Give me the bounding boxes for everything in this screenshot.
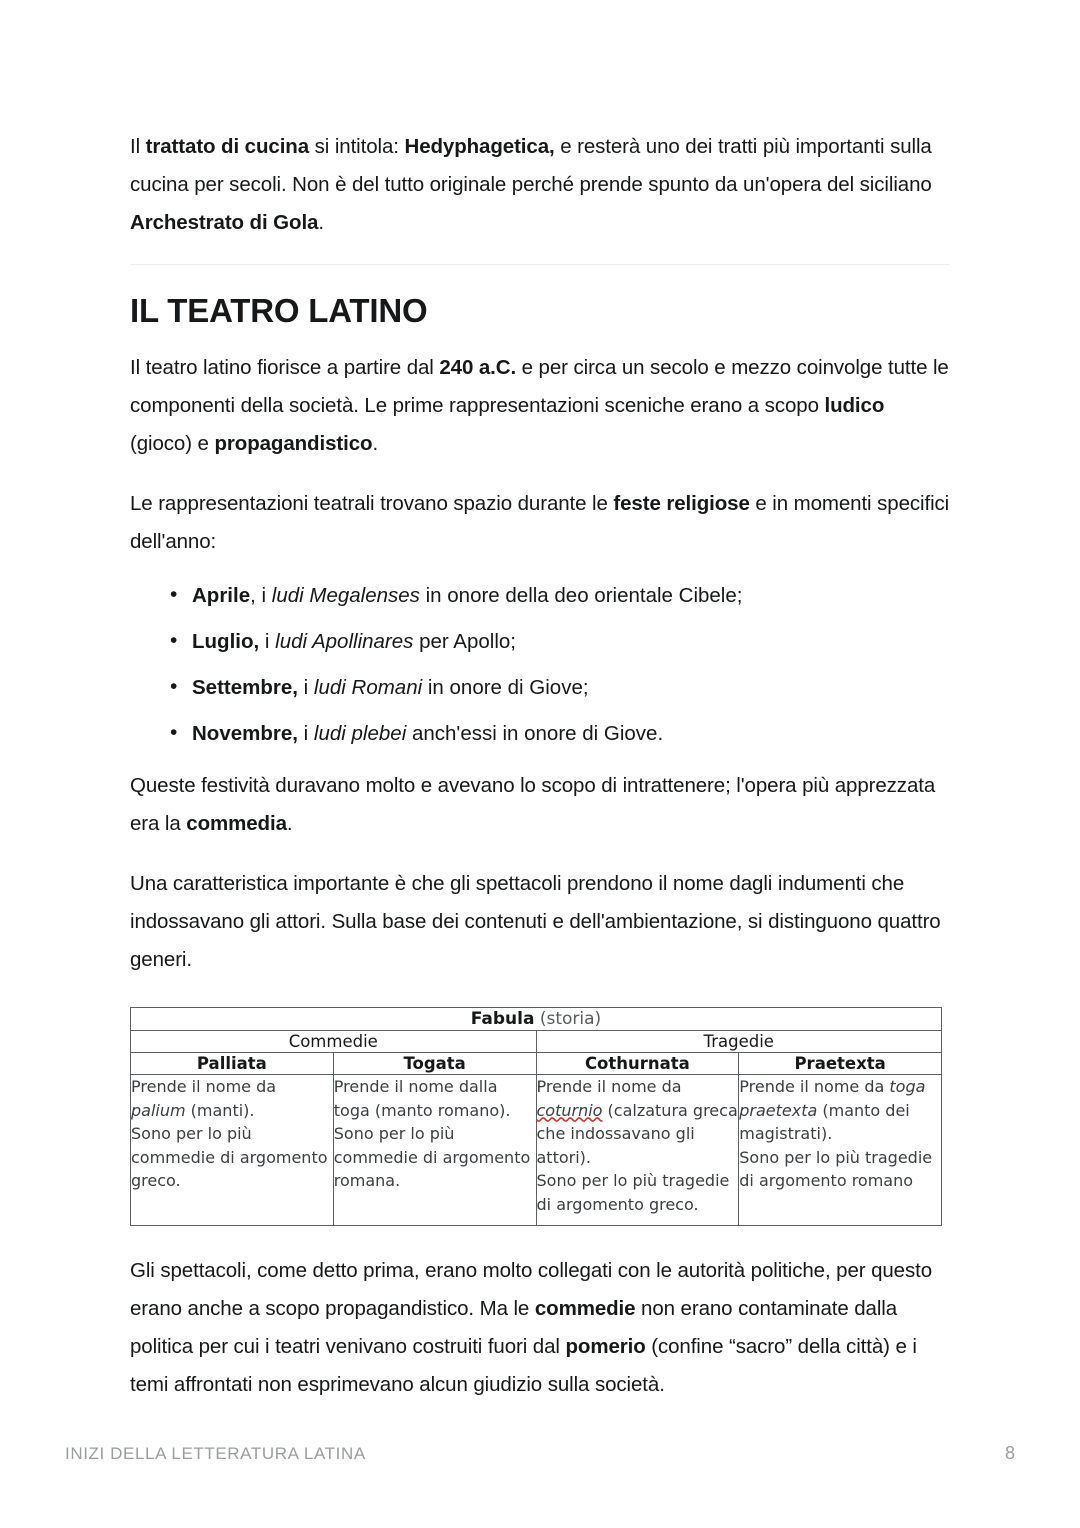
text-run: in onore di Giove; [422, 676, 589, 699]
text-run: magistrati). [739, 1124, 833, 1143]
bold-run: ludico [824, 394, 885, 417]
text-run: per Apollo; [413, 630, 516, 653]
bold-run: pomerio [565, 1335, 646, 1358]
text-run: e in momenti specifici dell'anno: [130, 492, 950, 553]
text-run: i [259, 630, 276, 653]
bold-run: feste religiose [613, 492, 750, 515]
text-run: , i [250, 584, 272, 607]
paragraph-feste-religiose [130, 485, 950, 561]
table-row-groups [131, 1031, 942, 1053]
table-header-palliata: Palliata [131, 1053, 334, 1075]
list-item [170, 675, 950, 701]
bold-run: commedia [186, 812, 287, 835]
table-header-praetexta: Praetexta [739, 1053, 942, 1075]
footer-title: INIZI DELLA LETTERATURA LATINA [65, 1444, 366, 1463]
table-text-line [334, 1099, 536, 1123]
table-text-line [537, 1193, 739, 1217]
text-run: Sono per lo più tragedie [739, 1147, 933, 1167]
text-run: di argomento greco. [536, 1194, 699, 1214]
list-item-italic: ludi Romani [313, 676, 423, 699]
text-run: attori). [536, 1147, 591, 1167]
table-text-line [131, 1075, 333, 1099]
table-row-title [131, 1008, 942, 1031]
table-text-line [334, 1122, 536, 1146]
spellcheck-error-text: coturnio [536, 1100, 603, 1120]
bold-run: Hedyphagetica, [404, 135, 555, 158]
bold-run: commedie [534, 1297, 636, 1320]
text-run: anch'essi in onore di Giove. [406, 722, 664, 745]
text-run: (confine “sacro” della città) e i temi affrontati non esprimevano alcun giudizio sulla società. [130, 1335, 917, 1396]
table-cell-palliata-desc [131, 1075, 334, 1226]
list-item-month: Luglio, [192, 630, 260, 653]
section-heading: IL TEATRO LATINO [130, 292, 428, 329]
list-item-month: Novembre, [192, 722, 298, 745]
table-text-line [739, 1122, 941, 1146]
table-text-line [131, 1146, 333, 1170]
table-cell-togata-desc [333, 1075, 536, 1226]
text-run: . [372, 432, 379, 455]
paragraph-closing [130, 1252, 950, 1404]
table-row-descriptions [131, 1075, 942, 1226]
list-item [170, 629, 950, 655]
page-footer [65, 1443, 1015, 1464]
italic-run: toga [889, 1077, 926, 1096]
ludi-list [130, 583, 950, 747]
table-text-line [739, 1169, 941, 1193]
text-run: e resterà uno dei tratti più importanti sulla cucina per secoli. Non è del tutto originale perché prende spunto da un'opera del siciliano [130, 135, 932, 196]
table-text-line [131, 1169, 333, 1193]
text-run: Sono per lo più [333, 1124, 455, 1143]
table-text-line [334, 1075, 536, 1099]
italic-run: praetexta [739, 1100, 818, 1120]
paragraph-teatro-intro [130, 349, 950, 463]
list-item-italic: ludi Apollinares [275, 630, 414, 653]
table-title-main: Fabula [470, 1009, 535, 1029]
list-item-italic: ludi plebei [313, 722, 407, 745]
footer-page-number: 8 [1004, 1443, 1015, 1463]
text-run: (manto dei [817, 1100, 910, 1120]
text-run: e per circa un secolo e mezzo coinvolge tutte le componenti della società. Le prime rappresentazioni sceniche erano a scopo [130, 356, 949, 417]
list-item-italic: ludi Megalenses [271, 584, 420, 607]
paragraph-festivita [130, 767, 950, 843]
text-run: Le rappresentazioni teatrali trovano spazio durante le [130, 492, 614, 515]
paragraph-generi: Una caratteristica importante è che gli spettacoli prendono il nome dagli indumenti che indossavano gli attori. Sulla base dei contenuti e dell'ambientazione, si distinguono quattro generi. [130, 872, 941, 971]
table-text-line [334, 1169, 536, 1193]
table-cell-fabula [131, 1008, 942, 1031]
text-run: in onore della deo orientale Cibele; [419, 584, 743, 607]
table-header-cothurnata: Cothurnata [536, 1053, 739, 1075]
section-divider [130, 264, 950, 265]
text-run: i [297, 676, 314, 699]
table-cell-commedie: Commedie [131, 1031, 537, 1053]
table-text-line [739, 1099, 941, 1123]
table-cell-tragedie: Tragedie [536, 1031, 942, 1053]
table-text-line [131, 1099, 333, 1123]
genres-table [130, 1007, 942, 1226]
italic-run: palium [131, 1100, 186, 1120]
text-run: i [297, 722, 314, 745]
list-item [170, 721, 950, 747]
text-run: Sono per lo più [131, 1124, 252, 1143]
text-run: . [318, 211, 324, 234]
table-text-line [537, 1146, 739, 1170]
text-run: commedie di argomento [131, 1147, 328, 1167]
table-text-line [537, 1099, 739, 1123]
table-text-line [537, 1122, 739, 1146]
bold-run: trattato di cucina [145, 135, 310, 158]
text-run: non erano contaminate dalla politica per cui i teatri venivano costruiti fuori dal [130, 1297, 898, 1358]
text-run: greco. [131, 1171, 181, 1190]
table-header-togata: Togata [333, 1053, 536, 1075]
text-run: commedie di argomento [333, 1147, 531, 1167]
table-text-line [537, 1075, 739, 1099]
table-text-line [739, 1075, 941, 1099]
table-text-line [739, 1146, 941, 1170]
genres-table-wrapper [130, 1007, 942, 1226]
text-run: Prende il nome da [536, 1077, 682, 1096]
text-run: Gli spettacoli, come detto prima, erano molto collegati con le autorità politiche, per questo erano anche a scopo propagandistico. Ma le [130, 1259, 933, 1320]
paragraph-intro [130, 128, 950, 242]
text-run: Prende il nome da [739, 1077, 890, 1096]
table-row-headers [131, 1053, 942, 1075]
bold-run: 240 a.C. [439, 356, 517, 379]
text-run: romana. [333, 1171, 401, 1190]
text-run: (calzatura greca [602, 1100, 738, 1120]
text-run: Sono per lo più tragedie [536, 1171, 730, 1190]
text-run: Il [130, 135, 146, 158]
text-run: Prende il nome da [131, 1077, 277, 1096]
page-content [130, 128, 950, 1404]
text-run: Prende il nome dalla [333, 1077, 498, 1096]
table-title-sub: (storia) [534, 1009, 602, 1029]
table-text-line [334, 1146, 536, 1170]
text-run: toga (manto romano). [333, 1100, 511, 1120]
text-run: che indossavano gli [536, 1124, 695, 1143]
table-text-line [537, 1169, 739, 1193]
text-run: si intitola: [309, 135, 405, 158]
text-run: (manti). [185, 1100, 255, 1120]
text-run: Il teatro latino fiorisce a partire dal [130, 356, 440, 379]
list-item-month: Settembre, [192, 676, 298, 699]
list-item-month: Aprile [192, 584, 251, 607]
table-text-line [131, 1122, 333, 1146]
text-run: di argomento romano [739, 1171, 914, 1190]
text-run: (gioco) e [130, 432, 215, 455]
text-run: Queste festività duravano molto e avevano lo scopo di intrattenere; l'opera più apprezzata era la [130, 774, 936, 835]
table-cell-praetexta-desc [739, 1075, 942, 1226]
text-run: . [286, 812, 293, 835]
table-cell-cothurnata-desc [536, 1075, 739, 1226]
bold-run: Archestrato di Gola [130, 211, 319, 234]
bold-run: propagandistico [214, 432, 373, 455]
list-item [170, 583, 950, 609]
